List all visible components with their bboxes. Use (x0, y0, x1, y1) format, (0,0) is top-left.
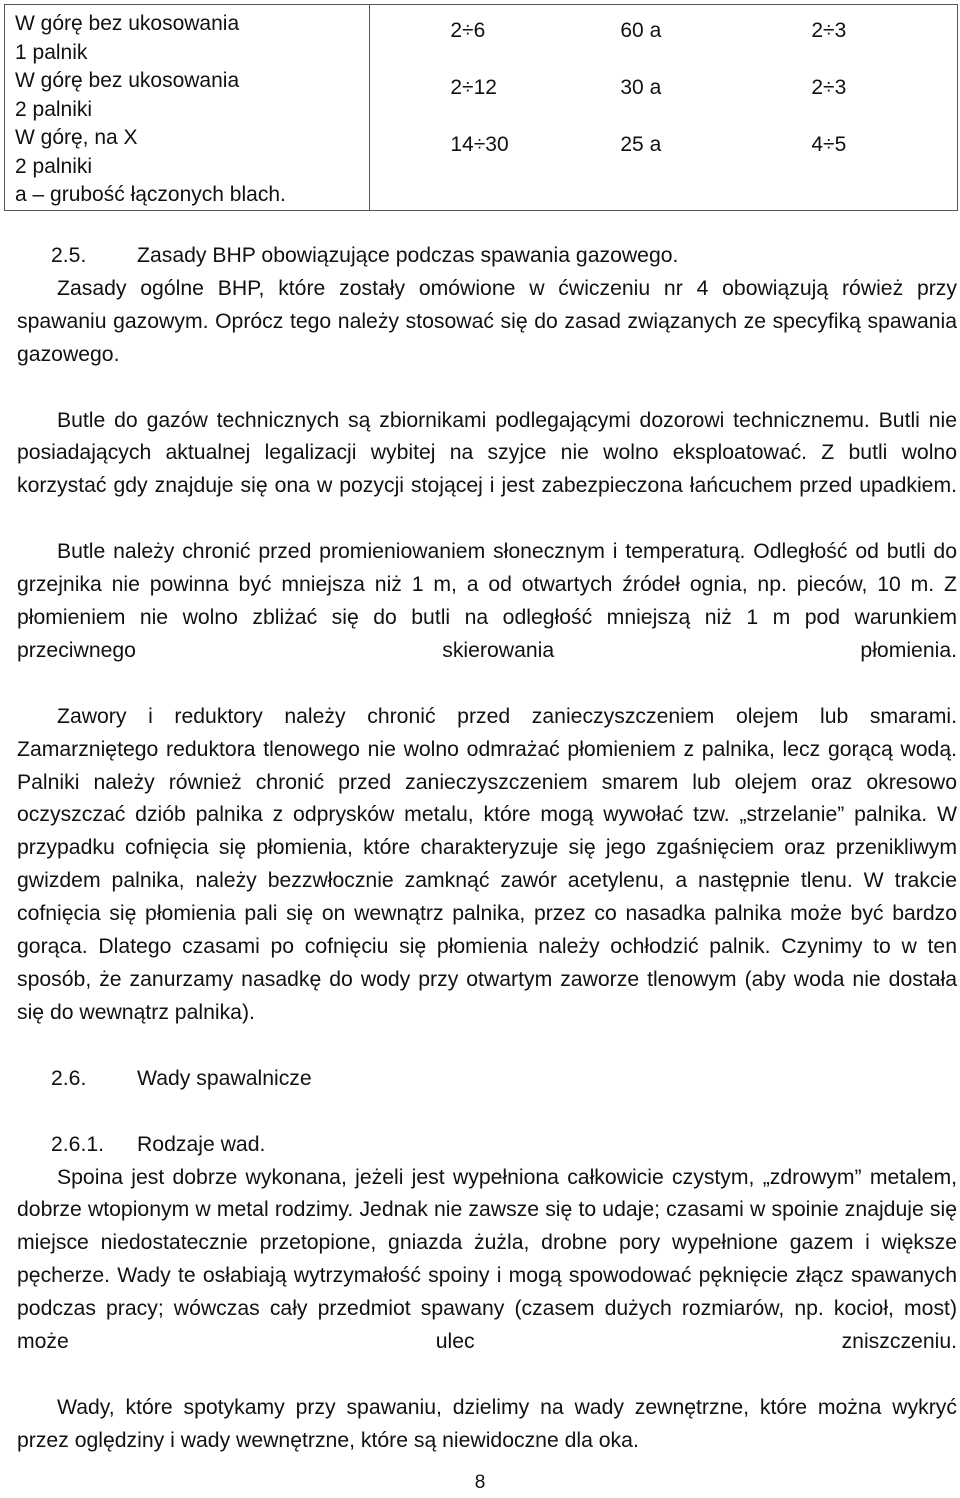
section-number: 2.6. (51, 1066, 87, 1090)
section-number: 2.5. (51, 244, 87, 267)
section-title: Rodzaje wad. (137, 1132, 266, 1156)
paragraph: Spoina jest dobrze wykonana, jeżeli jest wypełniona całkowicie czystym, „zdrowym” metalem, dobrze wtopionym w metal rodzimy. Jednak nie zawsze się to udaje; czasami w spoinie znajduje się miejsce niedostatecznie przetopione, gniazda żużla, drobne pory wypełnione gazem i większe pęcherze. Wady te osłabiają wytrzymałość spoiny i mogą spowodować pęknięcie złącz spawanych podczas pracy; wówczas cały przedmiot spawany (czasem dużych rozmiarów, np. kocioł, most) może ulec zniszczeniu. (17, 1165, 957, 1354)
section-title: Zasady BHP obowiązujące podczas spawania gazowego. (137, 244, 679, 267)
row-1-gap: 60 a (620, 19, 662, 42)
row-2-label-line-1: W górę bez ukosowania (15, 69, 240, 92)
section-title: Wady spawalnicze (137, 1066, 312, 1090)
row-2-label-line-2: 2 palniki (15, 97, 93, 121)
welding-parameters-table (4, 4, 958, 211)
paragraph: Zasady ogólne BHP, które zostały omówione w ćwiczeniu nr 4 obowiązują rówież przy spawaniu gazowym. Oprócz tego należy stosować się do zasad związanych ze specyfiką spawania gazowego. (17, 276, 957, 366)
page-number: 8 (474, 1472, 486, 1493)
section-heading-2-6-1 (17, 1129, 957, 1162)
paragraph: Wady, które spotykamy przy spawaniu, dzielimy na wady zewnętrzne, które można wykryć przez oględziny i wady wewnętrzne, które są niewidoczne dla oka. (17, 1395, 957, 1452)
table-row (370, 19, 957, 47)
section-heading-2-6 (17, 1063, 957, 1096)
table-values-column (370, 5, 958, 211)
section-number: 2.6.1. (51, 1132, 105, 1156)
table-footnote: a – grubość łączonych blach. (15, 183, 286, 206)
paragraph: Butle do gazów technicznych są zbiornikami podlegającymi dozorowi technicznemu. Butli nie posiadających aktualnej legalizacji wybitej na szyjce nie wolno eksploatować. Z butli wolno korzystać gdy znajduje się ona w pozycji stojącej i jest zabezpieczona łańcuchem przed upadkiem. (17, 408, 957, 498)
paragraph: Butle należy chronić przed promieniowaniem słonecznym i temperaturą. Odległość od butli do grzejnika nie powinna być mniejsza niż 1 m, a od otwartych źródeł ognia, np. pieców, 10 m. Z płomieniem nie wolno zbliżać się do butli na odległość mniejszą niż 1 m pod warunkiem przeciwnego skierowania płomienia. (17, 540, 957, 662)
row-2-layers: 2÷3 (811, 76, 847, 99)
section-heading-2-5 (17, 240, 957, 273)
row-2-thickness: 2÷12 (450, 76, 497, 99)
row-1-layers: 2÷3 (811, 19, 847, 42)
row-3-thickness: 14÷30 (450, 133, 509, 156)
paragraph: Zawory i reduktory należy chronić przed zanieczyszczeniem olejem lub smarami. Zamarzniętego reduktora tlenowego nie wolno odmrażać płomieniem z palnika, lecz gorącą wodą. Palniki należy również chronić przed zanieczyszczeniem smarem lub olejem oraz okresowo oczyszczać dziób palnika z odprysków metalu, które mogą wywołać tzw. „strzelanie” palnika. W przypadku cofnięcia się płomienia, które charakteryzuje się jego zgaśnięciem oraz przenikliwym gwizdem palnika, należy bezzwłocznie zamknąć zawór acetylenu, a następnie tlenu. W trakcie cofnięcia się płomienia pali się on wewnątrz palnika, przez co nasadka palnika może być bardzo gorąca. Dlatego czasami po cofnięciu się płomienia należy ochłodzić palnik. Czynimy to w ten sposób, że zanurzamy nasadkę do wody przy otwartym zaworze tlenowym (aby woda nie dostała się do wewnątrz palnika). (17, 704, 957, 1024)
table-row (370, 76, 957, 104)
table-label-column (5, 5, 370, 211)
row-1-label-line-1: W górę bez ukosowania (15, 12, 240, 35)
row-3-label-line-1: W górę, na X (15, 126, 138, 149)
row-1-thickness: 2÷6 (450, 19, 486, 42)
row-3-label-line-2: 2 palniki (15, 154, 93, 178)
document-body (17, 240, 957, 1458)
row-1-label-line-2: 1 palnik (15, 40, 88, 64)
row-2-gap: 30 a (620, 76, 662, 99)
row-3-layers: 4÷5 (811, 133, 847, 156)
row-3-gap: 25 a (620, 133, 662, 156)
table-row (370, 133, 957, 161)
